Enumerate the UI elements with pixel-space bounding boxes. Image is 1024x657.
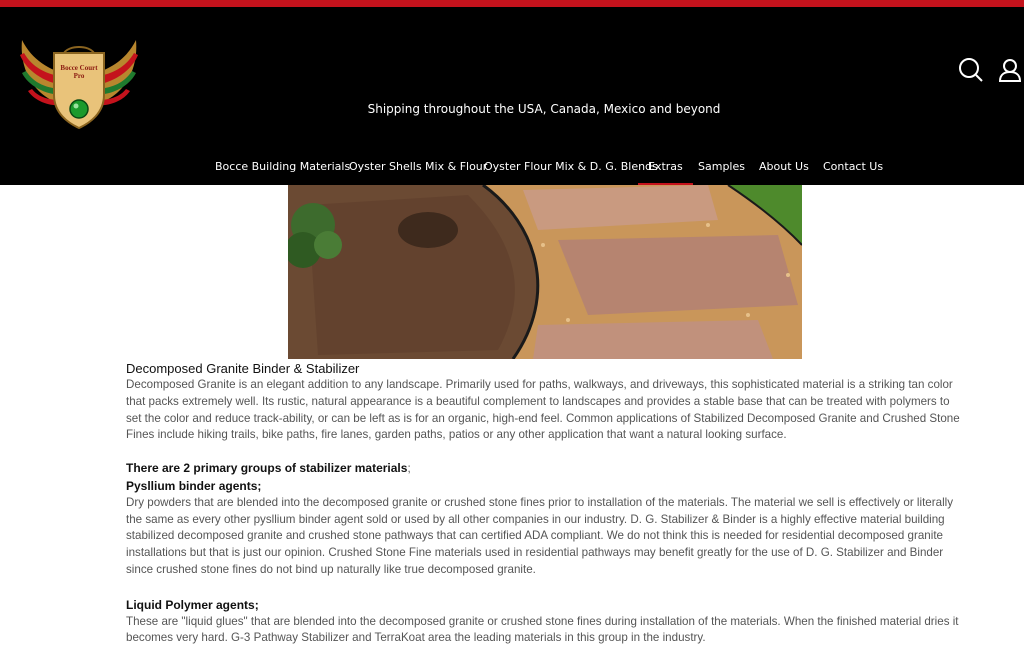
liquid-polymer-paragraph: These are "liquid glues" that are blended into the decomposed granite or crushed stone fines during installation of the materials. When the finished material dries it becomes very hard. G-3 Pathway Stabilizer and TerraKoat area the leading materials in this group in the industry.	[126, 614, 959, 645]
logo-text-line1: Bocce Court	[60, 64, 98, 72]
liquid-polymer-heading: Liquid Polymer agents;	[126, 597, 259, 612]
psyllium-paragraph: Dry powders that are blended into the decomposed granite or crushed stone fines prior to installation of the materials. The material we sell is effectively or literally the same as every other pysllium binder agent sold or used by all other companies in our industry. D. G. Stabilizer & Binder is a highly effective material building stabilized decomposed granite and crushed stone pathways that can certified ADA compliant. We do not think this is needed for residential decomposed granite installations but that is just our opinion. Crushed Stone Fine materials used in residential pathways may benefit greatly for the use of D. G. Stabilizer and Binder since crushed stone fines do not bind up naturally like true decomposed granite.	[126, 495, 954, 576]
groups-heading-line	[126, 460, 964, 478]
main-navigation	[0, 160, 1024, 185]
shipping-banner: Shipping throughout the USA, Canada, Mexico and beyond	[367, 102, 721, 116]
main-content	[126, 361, 964, 647]
nav-about-us[interactable]: About Us	[759, 160, 809, 173]
site-header	[0, 7, 1024, 185]
nav-extras[interactable]: Extras	[648, 160, 683, 173]
intro-paragraph: Decomposed Granite is an elegant addition to any landscape. Primarily used for paths, walkways, and driveways, this sophisticated material is a striking tan color that packs extremely well. Its rustic, natural appearance is a beautiful complement to landscapes and provides a stable base that can be treated with polymers to set the color and reduce track-ability, or can be left as is for an organic, high-end feel. Common applications of Stabilized Decomposed Granite and Crushed Stone Fines include hiking trails, bike paths, fire lanes, garden paths, patios or any other application that want a natural looking surface.	[126, 378, 960, 442]
user-icon[interactable]	[997, 57, 1023, 83]
nav-samples[interactable]: Samples	[698, 160, 745, 173]
granite-pathway-photo	[288, 185, 802, 359]
top-accent-bar	[0, 0, 1024, 7]
nav-bocce-building-materials[interactable]: Bocce Building Materials	[215, 160, 351, 173]
logo-text	[50, 64, 108, 80]
psyllium-heading: Pysllium binder agents;	[126, 478, 262, 493]
groups-heading-suffix: ;	[407, 462, 411, 476]
nav-oyster-flour-mix-dg-blends[interactable]: Oyster Flour Mix & D. G. Blends	[484, 160, 658, 173]
nav-oyster-shells-mix-flour[interactable]: Oyster Shells Mix & Flour	[349, 160, 488, 173]
groups-heading: There are 2 primary groups of stabilizer materials	[126, 461, 408, 476]
page-heading: Decomposed Granite Binder & Stabilizer	[126, 361, 360, 376]
nav-contact-us[interactable]: Contact Us	[823, 160, 884, 173]
search-icon[interactable]	[958, 57, 984, 83]
logo-text-line2: Pro	[73, 72, 85, 80]
